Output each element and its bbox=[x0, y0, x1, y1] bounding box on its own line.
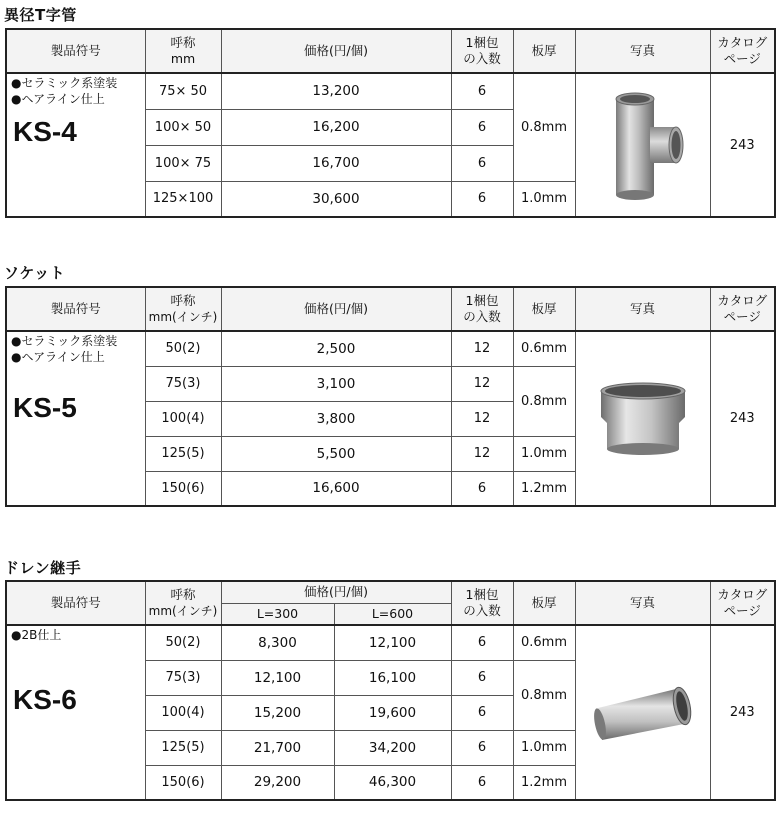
header-price: 価格(円/個) bbox=[221, 29, 451, 73]
qty-cell: 6 bbox=[451, 145, 513, 181]
size-cell: 75× 50 bbox=[145, 73, 221, 109]
product-code: KS-6 bbox=[13, 684, 77, 715]
price-l600-cell: 34,200 bbox=[334, 730, 451, 765]
qty-cell: 12 bbox=[451, 401, 513, 436]
size-cell: 100(4) bbox=[145, 695, 221, 730]
table-row bbox=[6, 331, 775, 366]
spec-table-drain bbox=[5, 580, 776, 801]
product-code: KS-4 bbox=[13, 116, 77, 147]
price-l600-cell: 46,300 bbox=[334, 765, 451, 800]
header-price-l300: L=300 bbox=[221, 603, 334, 625]
product-code: KS-5 bbox=[13, 392, 77, 423]
qty-cell: 12 bbox=[451, 436, 513, 471]
header-catalog: カタログ ページ bbox=[710, 581, 775, 625]
qty-cell: 6 bbox=[451, 695, 513, 730]
price-cell: 13,200 bbox=[221, 73, 451, 109]
photo-cell bbox=[575, 73, 710, 217]
qty-cell: 6 bbox=[451, 625, 513, 660]
price-l300-cell: 12,100 bbox=[221, 660, 334, 695]
header-thickness: 板厚 bbox=[513, 29, 575, 73]
size-cell: 75(3) bbox=[145, 366, 221, 401]
product-code-cell bbox=[6, 73, 145, 217]
tee-pipe-icon bbox=[598, 85, 688, 205]
photo-cell bbox=[575, 625, 710, 800]
header-pack: 1梱包 の入数 bbox=[451, 29, 513, 73]
header-nominal: 呼称 mm(インチ) bbox=[145, 287, 221, 331]
header-photo: 写真 bbox=[575, 581, 710, 625]
price-l300-cell: 15,200 bbox=[221, 695, 334, 730]
size-cell: 100(4) bbox=[145, 401, 221, 436]
header-code: 製品符号 bbox=[6, 581, 145, 625]
spec-table-tee bbox=[5, 28, 776, 218]
drain-pipe-icon bbox=[588, 678, 698, 748]
thickness-cell: 1.0mm bbox=[513, 436, 575, 471]
thickness-cell: 0.8mm bbox=[513, 73, 575, 181]
size-cell: 125×100 bbox=[145, 181, 221, 217]
header-price-l600: L=600 bbox=[334, 603, 451, 625]
header-price: 価格(円/個) bbox=[221, 287, 451, 331]
size-cell: 50(2) bbox=[145, 331, 221, 366]
price-l300-cell: 29,200 bbox=[221, 765, 334, 800]
thickness-cell: 0.8mm bbox=[513, 660, 575, 730]
price-l600-cell: 12,100 bbox=[334, 625, 451, 660]
thickness-cell: 1.0mm bbox=[513, 730, 575, 765]
header-photo: 写真 bbox=[575, 287, 710, 331]
thickness-cell: 1.2mm bbox=[513, 471, 575, 506]
header-pack: 1梱包 の入数 bbox=[451, 287, 513, 331]
header-nominal: 呼称 mm(インチ) bbox=[145, 581, 221, 625]
price-cell: 5,500 bbox=[221, 436, 451, 471]
size-cell: 150(6) bbox=[145, 471, 221, 506]
price-l300-cell: 21,700 bbox=[221, 730, 334, 765]
size-cell: 50(2) bbox=[145, 625, 221, 660]
size-cell: 125(5) bbox=[145, 436, 221, 471]
section-title-drain: ドレン継手 bbox=[4, 559, 82, 577]
product-code-cell bbox=[6, 331, 145, 506]
finish-label: ●ヘアライン仕上 bbox=[11, 350, 105, 364]
header-pack: 1梱包 の入数 bbox=[451, 581, 513, 625]
header-catalog: カタログ ページ bbox=[710, 287, 775, 331]
product-code-cell bbox=[6, 625, 145, 800]
catalog-page-cell: 243 bbox=[710, 73, 775, 217]
thickness-cell: 1.0mm bbox=[513, 181, 575, 217]
price-cell: 2,500 bbox=[221, 331, 451, 366]
price-cell: 30,600 bbox=[221, 181, 451, 217]
price-cell: 3,800 bbox=[221, 401, 451, 436]
socket-pipe-icon bbox=[593, 379, 693, 459]
qty-cell: 6 bbox=[451, 765, 513, 800]
price-l600-cell: 16,100 bbox=[334, 660, 451, 695]
price-l300-cell: 8,300 bbox=[221, 625, 334, 660]
header-code: 製品符号 bbox=[6, 287, 145, 331]
header-nominal: 呼称 mm bbox=[145, 29, 221, 73]
size-cell: 150(6) bbox=[145, 765, 221, 800]
price-cell: 3,100 bbox=[221, 366, 451, 401]
qty-cell: 6 bbox=[451, 109, 513, 145]
section-title-tee: 異径T字管 bbox=[4, 6, 77, 24]
header-thickness: 板厚 bbox=[513, 581, 575, 625]
table-row bbox=[6, 73, 775, 109]
thickness-cell: 0.6mm bbox=[513, 625, 575, 660]
price-cell: 16,600 bbox=[221, 471, 451, 506]
finish-label: ●ヘアライン仕上 bbox=[11, 92, 105, 106]
header-photo: 写真 bbox=[575, 29, 710, 73]
price-cell: 16,700 bbox=[221, 145, 451, 181]
header-price: 価格(円/個) bbox=[221, 581, 451, 603]
qty-cell: 6 bbox=[451, 73, 513, 109]
thickness-cell: 0.8mm bbox=[513, 366, 575, 436]
qty-cell: 6 bbox=[451, 730, 513, 765]
thickness-cell: 1.2mm bbox=[513, 765, 575, 800]
qty-cell: 6 bbox=[451, 660, 513, 695]
finish-label: ●セラミック系塗装 bbox=[11, 76, 118, 90]
price-cell: 16,200 bbox=[221, 109, 451, 145]
qty-cell: 6 bbox=[451, 471, 513, 506]
qty-cell: 12 bbox=[451, 366, 513, 401]
photo-cell bbox=[575, 331, 710, 506]
section-title-socket: ソケット bbox=[4, 264, 66, 282]
table-row bbox=[6, 625, 775, 660]
price-l600-cell: 19,600 bbox=[334, 695, 451, 730]
header-thickness: 板厚 bbox=[513, 287, 575, 331]
qty-cell: 6 bbox=[451, 181, 513, 217]
thickness-cell: 0.6mm bbox=[513, 331, 575, 366]
header-code: 製品符号 bbox=[6, 29, 145, 73]
finish-label: ●セラミック系塗装 bbox=[11, 334, 118, 348]
size-cell: 100× 50 bbox=[145, 109, 221, 145]
size-cell: 100× 75 bbox=[145, 145, 221, 181]
size-cell: 125(5) bbox=[145, 730, 221, 765]
spec-table-socket bbox=[5, 286, 776, 507]
finish-label: ●2B仕上 bbox=[11, 628, 62, 642]
catalog-page-cell: 243 bbox=[710, 625, 775, 800]
catalog-page-cell: 243 bbox=[710, 331, 775, 506]
qty-cell: 12 bbox=[451, 331, 513, 366]
header-catalog: カタログ ページ bbox=[710, 29, 775, 73]
size-cell: 75(3) bbox=[145, 660, 221, 695]
